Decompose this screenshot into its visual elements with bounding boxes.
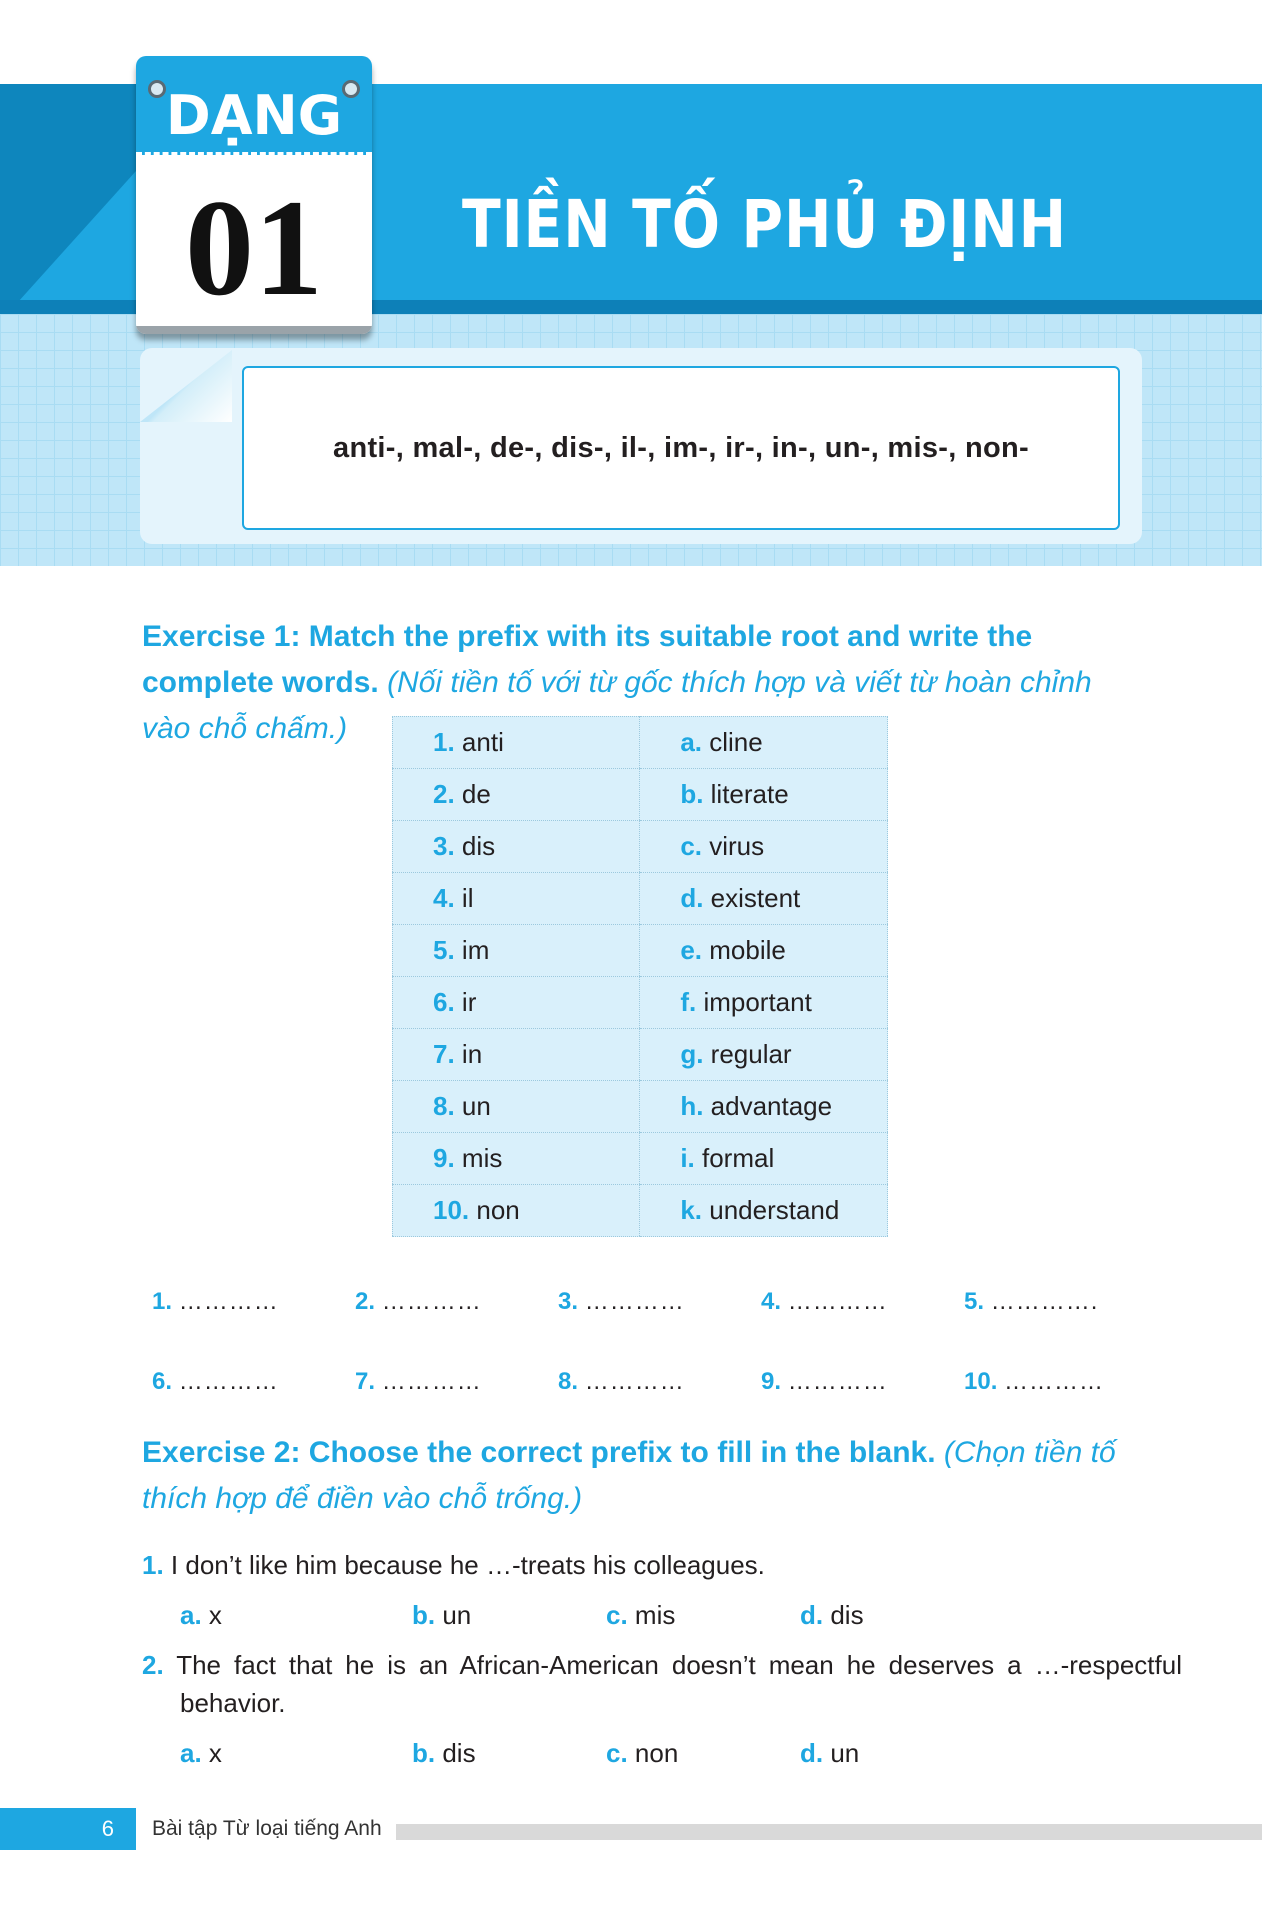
option-letter: b.: [412, 1600, 436, 1630]
table-row: [393, 1029, 888, 1081]
answer-blank: [152, 1288, 355, 1316]
root-word: virus: [709, 831, 765, 861]
root-word: advantage: [710, 1091, 833, 1121]
answer-dots: …………: [178, 1288, 279, 1315]
calendar-badge: [136, 56, 372, 334]
table-row: [393, 977, 888, 1029]
item-number: 9.: [433, 1143, 455, 1173]
answer-blank: [761, 1368, 964, 1396]
option-letter: c.: [606, 1738, 628, 1768]
book-title: Bài tập Từ loại tiếng Anh: [152, 1817, 382, 1840]
table-cell-prefix: [393, 1185, 640, 1237]
prefix-word: un: [461, 1091, 491, 1121]
option-letter: b.: [412, 1738, 436, 1768]
answer-dots: …………: [381, 1288, 482, 1315]
item-number: 2.: [433, 779, 455, 809]
answer-dots: …………: [1004, 1368, 1105, 1395]
table-cell-root: [640, 1133, 888, 1185]
answer-number: 7.: [355, 1368, 376, 1395]
table-cell-prefix: [393, 925, 640, 977]
option-text: non: [634, 1738, 679, 1768]
answer-blank: [355, 1368, 558, 1396]
table-cell-root: [640, 925, 888, 977]
answer-option: [180, 1600, 222, 1631]
root-word: existent: [710, 883, 801, 913]
question-text: The fact that he is an African-American doesn’t mean he deserves a …-respectful behavior.: [176, 1650, 1182, 1718]
item-number: 5.: [433, 935, 455, 965]
answer-dots: …………: [178, 1368, 279, 1395]
option-letter: c.: [606, 1600, 628, 1630]
question-1: [142, 1546, 1182, 1584]
footer-bar: [396, 1824, 1262, 1840]
table-row: [393, 769, 888, 821]
item-number: 4.: [433, 883, 455, 913]
table-cell-root: [640, 769, 888, 821]
option-text: dis: [442, 1738, 476, 1768]
table-cell-prefix: [393, 821, 640, 873]
prefix-word: in: [461, 1039, 483, 1069]
question-2: [142, 1646, 1182, 1722]
item-number: 1.: [433, 727, 455, 757]
answer-dots: …………: [584, 1288, 685, 1315]
prefix-word: anti: [461, 727, 504, 757]
item-number: 7.: [433, 1039, 455, 1069]
table-row: [393, 1133, 888, 1185]
option-text: un: [830, 1738, 860, 1768]
table-cell-root: [640, 873, 888, 925]
prefix-word: non: [476, 1195, 520, 1225]
option-text: mis: [634, 1600, 676, 1630]
calendar-badge-base: [136, 326, 372, 334]
item-letter: f.: [680, 987, 697, 1017]
answer-dots: …………: [787, 1368, 888, 1395]
prefix-word: im: [461, 935, 490, 965]
exercise1-title: Exercise 1: Match the prefix with its suitable root and write the complete words.: [142, 620, 1033, 699]
item-number: 3.: [433, 831, 455, 861]
option-letter: a.: [180, 1600, 202, 1630]
table-cell-root: [640, 977, 888, 1029]
answer-dots: …………: [787, 1288, 888, 1315]
answer-number: 4.: [761, 1288, 782, 1315]
prefix-word: dis: [461, 831, 496, 861]
answer-option: [412, 1600, 471, 1631]
table-cell-prefix: [393, 1029, 640, 1081]
table-cell-root: [640, 1029, 888, 1081]
table-row: [393, 717, 888, 769]
answer-option: [800, 1600, 864, 1631]
exercise2-title: Exercise 2: Choose the correct prefix to fill in the blank.: [142, 1436, 936, 1469]
item-number: 6.: [433, 987, 455, 1017]
table-row: [393, 873, 888, 925]
match-table: [392, 716, 888, 1237]
answer-dots: …………: [584, 1368, 685, 1395]
exercise2-title-translation: (Chọn tiền tố thích hợp để điền vào chỗ trống.): [142, 1436, 1116, 1515]
calendar-badge-word: DẠNG: [165, 84, 343, 147]
item-letter: h.: [680, 1091, 704, 1121]
answer-dots: …………: [381, 1368, 482, 1395]
question-text: I don’t like him because he …-treats his colleagues.: [170, 1550, 765, 1580]
answer-number: 8.: [558, 1368, 579, 1395]
prefix-word: de: [461, 779, 491, 809]
prefix-list: anti-, mal-, de-, dis-, il-, im-, ir-, in-, un-, mis-, non-: [333, 431, 1029, 464]
table-cell-prefix: [393, 1133, 640, 1185]
answer-number: 3.: [558, 1288, 579, 1315]
option-text: dis: [830, 1600, 864, 1630]
root-word: formal: [702, 1143, 775, 1173]
answer-option: [606, 1600, 675, 1631]
answer-blank: [152, 1368, 355, 1396]
answer-number: 5.: [964, 1288, 985, 1315]
root-word: literate: [710, 779, 789, 809]
table-cell-root: [640, 717, 888, 769]
answer-blank: [761, 1288, 964, 1316]
prefix-word: il: [461, 883, 474, 913]
table-cell-root: [640, 821, 888, 873]
answer-number: 10.: [964, 1368, 998, 1395]
page-number: 6: [0, 1808, 136, 1850]
root-word: mobile: [709, 935, 786, 965]
option-letter: d.: [800, 1738, 824, 1768]
table-cell-prefix: [393, 977, 640, 1029]
item-number: 8.: [433, 1091, 455, 1121]
table-row: [393, 925, 888, 977]
answer-number: 9.: [761, 1368, 782, 1395]
item-number: 10.: [433, 1195, 470, 1225]
item-letter: g.: [680, 1039, 704, 1069]
item-letter: d.: [680, 883, 704, 913]
answer-row-2: [152, 1368, 1172, 1396]
root-word: cline: [709, 727, 763, 757]
answer-blank: [964, 1288, 1167, 1316]
prefix-word: ir: [461, 987, 477, 1017]
option-letter: d.: [800, 1600, 824, 1630]
answer-dots: ………….: [990, 1288, 1099, 1315]
exercise2-heading: [142, 1430, 1144, 1522]
page-title: TIỀN TỐ PHỦ ĐỊNH: [462, 186, 1068, 263]
answer-option: [800, 1738, 859, 1769]
table-row: [393, 1185, 888, 1237]
option-text: x: [208, 1738, 222, 1768]
answer-blank: [558, 1288, 761, 1316]
answer-option: [606, 1738, 678, 1769]
option-text: un: [442, 1600, 472, 1630]
answer-number: 2.: [355, 1288, 376, 1315]
table-cell-prefix: [393, 1081, 640, 1133]
question-number: 1.: [142, 1550, 164, 1580]
calendar-badge-number: 01: [185, 171, 323, 324]
item-letter: a.: [680, 727, 702, 757]
answer-blank: [558, 1368, 761, 1396]
answer-blank: [964, 1368, 1167, 1396]
exercise1-title-translation: (Nối tiền tố với từ gốc thích hợp và viết từ hoàn chỉnh vào chỗ chấm.): [142, 666, 1092, 745]
item-letter: k.: [680, 1195, 702, 1225]
root-word: important: [703, 987, 812, 1017]
answer-row-1: [152, 1288, 1172, 1316]
table-cell-root: [640, 1081, 888, 1133]
option-letter: a.: [180, 1738, 202, 1768]
answer-number: 6.: [152, 1368, 173, 1395]
answer-option: [180, 1738, 222, 1769]
root-word: understand: [709, 1195, 840, 1225]
item-letter: e.: [680, 935, 702, 965]
root-word: regular: [710, 1039, 792, 1069]
table-cell-prefix: [393, 717, 640, 769]
table-row: [393, 1081, 888, 1133]
item-letter: c.: [680, 831, 702, 861]
table-cell-prefix: [393, 769, 640, 821]
question-number: 2.: [142, 1650, 164, 1680]
table-row: [393, 821, 888, 873]
table-cell-prefix: [393, 873, 640, 925]
item-letter: b.: [680, 779, 704, 809]
answer-number: 1.: [152, 1288, 173, 1315]
table-cell-root: [640, 1185, 888, 1237]
answer-blank: [355, 1288, 558, 1316]
prefix-word: mis: [461, 1143, 503, 1173]
prefix-box: [242, 366, 1120, 530]
answer-option: [412, 1738, 476, 1769]
item-letter: i.: [680, 1143, 695, 1173]
option-text: x: [208, 1600, 222, 1630]
